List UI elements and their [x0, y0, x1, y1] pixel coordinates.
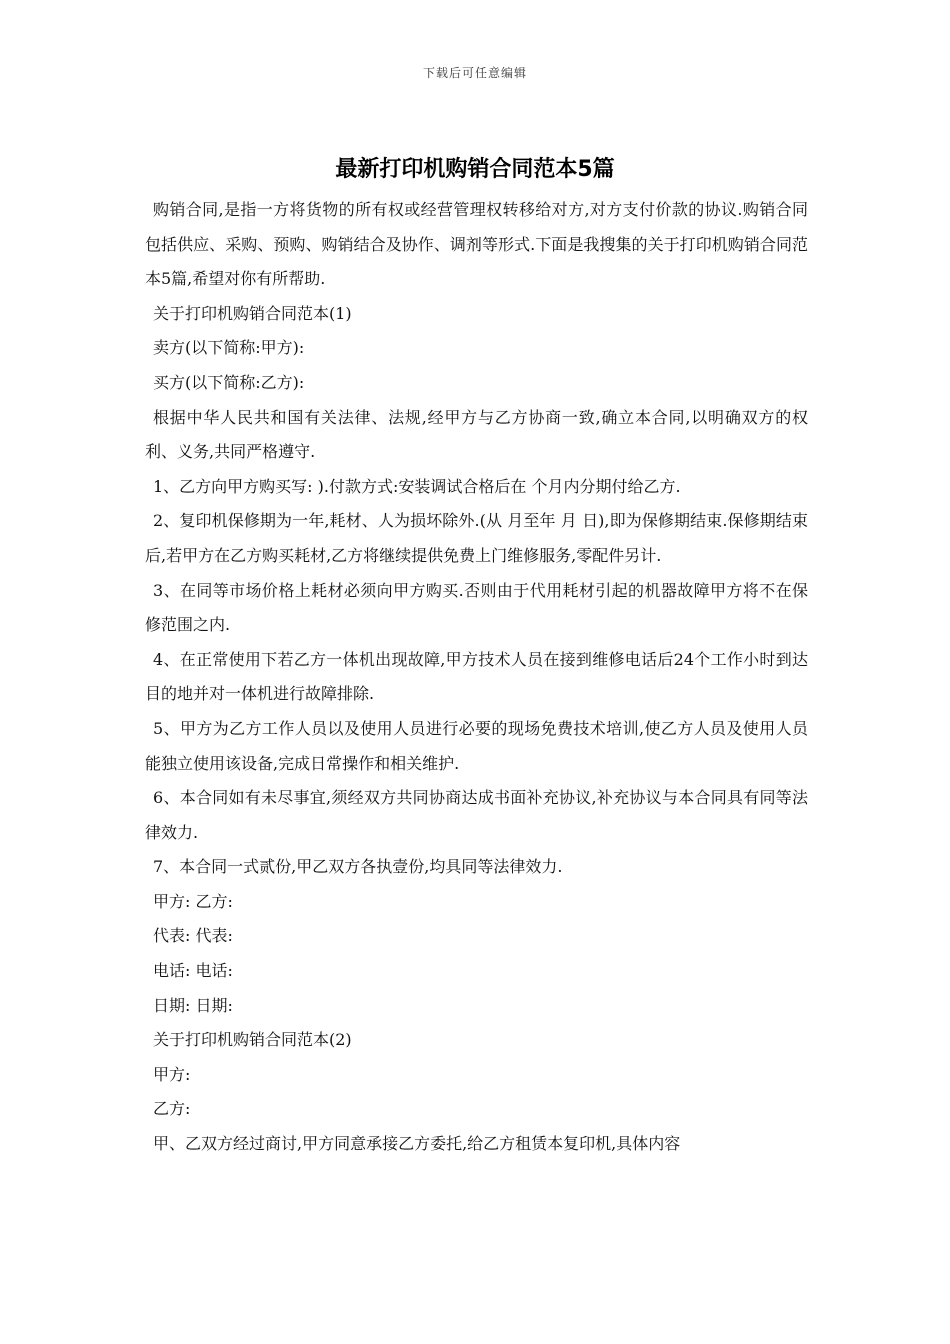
signature-party: 甲方: 乙方: [153, 891, 233, 911]
paragraph-clause-3: 3、在同等市场价格上耗材必须向甲方购买.否则由于代用耗材引起的机器故障甲方将不在保修范围之内. [145, 580, 808, 635]
paragraph-preamble: 根据中华人民共和国有关法律、法规,经甲方与乙方协商一致,确立本合同,以明确双方的权利、义务,共同严格遵守. [145, 407, 808, 462]
paragraph-seller: 卖方(以下简称:甲方): [153, 338, 305, 358]
paragraph-clause-1: 1、乙方向甲方购买写: ).付款方式:安装调试合格后在 个月内分期付给乙方. [153, 476, 681, 496]
paragraph-clause-5: 5、甲方为乙方工作人员以及使用人员进行必要的现场免费技术培训,使乙方人员及使用人员能独立使用该设备,完成日常操作和相关维护. [145, 718, 808, 773]
paragraph-intro: 购销合同,是指一方将货物的所有权或经营管理权转移给对方,对方支付价款的协议.购销合同包括供应、采购、预购、购销结合及协作、调剂等形式.下面是我搜集的关于打印机购销合同范本5篇,希望对你有所帮助. [145, 200, 808, 289]
paragraph-section-heading-1: 关于打印机购销合同范本(1) [153, 303, 352, 323]
document-body [145, 193, 808, 1162]
paragraph-buyer: 买方(以下简称:乙方): [153, 372, 305, 392]
paragraph-party-b: 乙方: [153, 1099, 191, 1119]
paragraph-clause-2: 2、复印机保修期为一年,耗材、人为损坏除外.(从 月至年 月 日),即为保修期结束.保修期结束后,若甲方在乙方购买耗材,乙方将继续提供免费上门维修服务,零配件另计. [145, 511, 808, 565]
paragraph-clause-6: 6、本合同如有未尽事宜,须经双方共同协商达成书面补充协议,补充协议与本合同具有同等法律效力. [145, 788, 808, 842]
paragraph-section-2-intro: 甲、乙双方经过商讨,甲方同意承接乙方委托,给乙方租赁本复印机,具体内容 [153, 1134, 681, 1154]
signature-date: 日期: 日期: [153, 995, 233, 1015]
page-header: 下载后可任意编辑 [422, 66, 527, 80]
paragraph-clause-7: 7、本合同一式贰份,甲乙双方各执壹份,均具同等法律效力. [153, 857, 563, 877]
signature-representative: 代表: 代表: [153, 926, 233, 946]
paragraph-party-a: 甲方: [153, 1064, 191, 1084]
document-title: 最新打印机购销合同范本5篇 [335, 157, 615, 182]
paragraph-clause-4: 4、在正常使用下若乙方一体机出现故障,甲方技术人员在接到维修电话后24个工作小时到达目的地并对一体机进行故障排除. [145, 649, 808, 704]
signature-phone: 电话: 电话: [153, 961, 233, 981]
paragraph-section-heading-2: 关于打印机购销合同范本(2) [153, 1030, 352, 1050]
